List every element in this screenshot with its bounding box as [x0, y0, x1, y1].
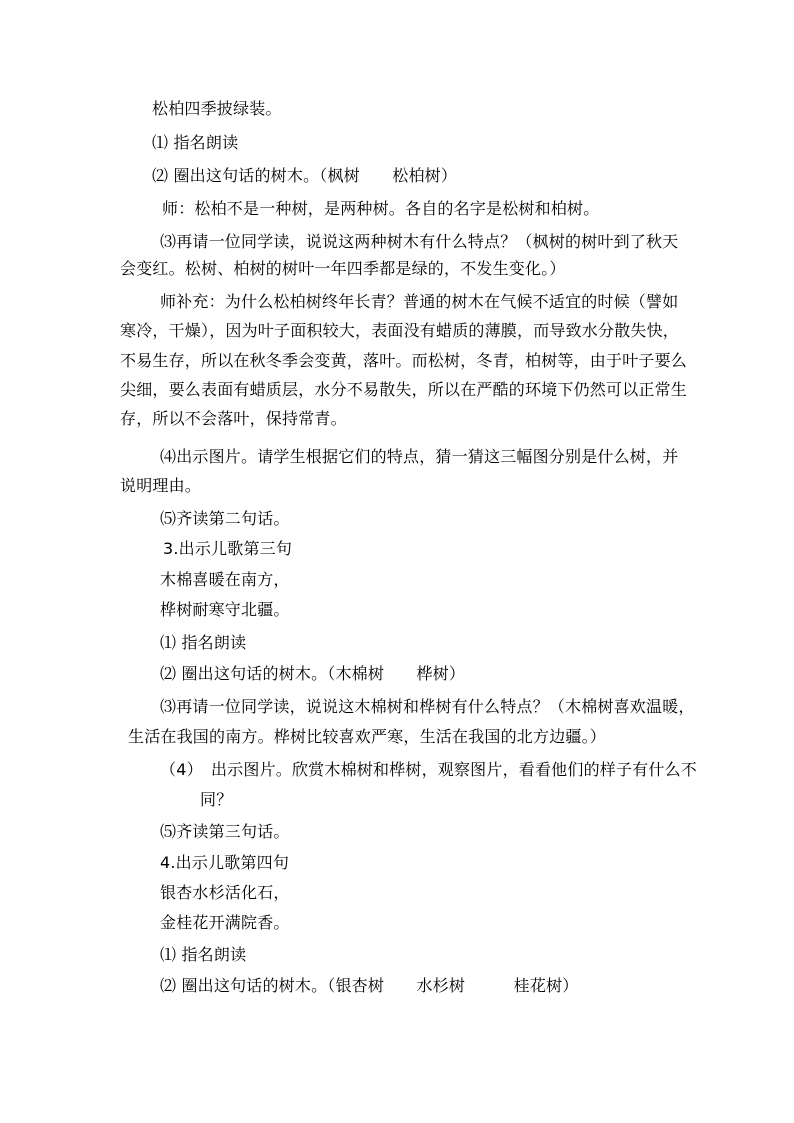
text-line: 4.出示儿歌第四句 — [160, 853, 290, 872]
text-line: （4） 出示图片。欣赏木棉树和桦树，观察图片，看看他们的样子有什么不 — [160, 760, 697, 779]
text-line: ⑵ 圈出这句话的树木。（枫树 松柏树） — [152, 166, 458, 185]
text-line: ⑶再请一位同学读，说说这木棉树和桦树有什么特点？（木棉树喜欢温暖， — [160, 697, 695, 716]
text-line: 寒冷，干燥），因为叶子面积较大，表面没有蜡质的薄膜，而导致水分散失快， — [120, 321, 680, 340]
text-line: ⑷出示图片。请学生根据它们的特点，猜一猜这三幅图分别是什么树，并 — [160, 447, 679, 466]
text-line: ⑵ 圈出这句话的树木。（银杏树 水杉树 桂花树） — [160, 976, 579, 995]
text-line: 会变红。松树、柏树的树叶一年四季都是绿的，不发生变化。） — [120, 259, 566, 278]
text-line: 说明理由。 — [120, 476, 202, 495]
text-line: 不易生存，所以在秋冬季会变黄，落叶。而松树，冬青，柏树等，由于叶子要么 — [120, 351, 688, 370]
text-line: 尖细，要么表面有蜡质层，水分不易散失，所以在严酷的环境下仍然可以正常生 — [120, 380, 688, 399]
text-line: ⑴ 指名朗读 — [152, 133, 239, 152]
text-line: 同？ — [200, 790, 233, 809]
text-line: 生活在我国的南方。桦树比较喜欢严寒，生活在我国的北方边疆。） — [128, 727, 607, 746]
text-line: 银杏水杉活化石， — [160, 883, 290, 902]
text-line: ⑶再请一位同学读，说说这两种树木有什么特点？（枫树的树叶到了秋天 — [160, 232, 679, 251]
text-line: ⑸齐读第三句话。 — [160, 822, 290, 841]
text-line: 桦树耐寒守北疆。 — [160, 600, 290, 619]
text-line: 金桂花开满院香。 — [160, 913, 290, 932]
text-line: ⑴ 指名朗读 — [160, 945, 247, 964]
text-line: 存，所以不会落叶，保持常青。 — [120, 409, 347, 428]
text-line: 师补充：为什么松柏树终年长青？普通的树木在气候不适宜的时候（譬如 — [160, 292, 679, 311]
text-line: 木棉喜暖在南方， — [160, 570, 290, 589]
text-line: ⑵ 圈出这句话的树木。（木棉树 桦树） — [160, 664, 466, 683]
text-line: 师：松柏不是一种树，是两种树。各自的名字是松树和柏树。 — [162, 199, 600, 218]
text-line: 松柏四季披绿装。 — [152, 99, 282, 118]
text-line: 3.出示儿歌第三句 — [163, 539, 293, 558]
text-line: ⑸齐读第二句话。 — [160, 509, 290, 528]
text-line: ⑴ 指名朗读 — [160, 633, 247, 652]
